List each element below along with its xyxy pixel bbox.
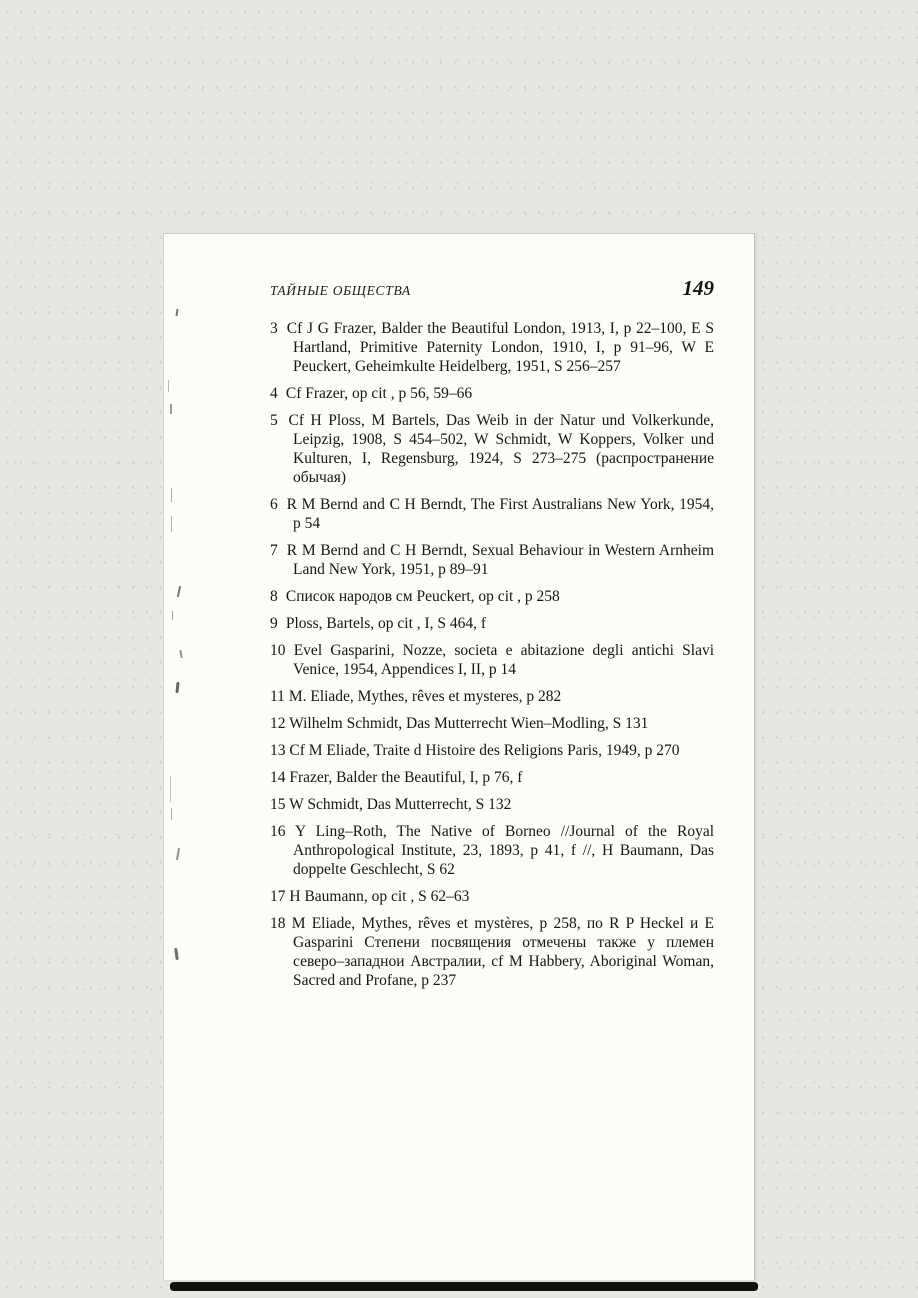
reference-item — [270, 795, 714, 814]
reference-number: 14 — [270, 769, 286, 786]
reference-text: Cf J G Frazer, Balder the Beautiful London, 1913, I, p 22–100, E S Hartland, Primitive Paternity London, 1910, I, p 91–96, W E Peuckert, Geheimkulte Heidelberg, 1951, S 256–257 — [286, 320, 714, 375]
reference-text: Список народов см Peuckert, op cit , p 258 — [285, 588, 560, 605]
scan-artifact — [170, 404, 172, 414]
page-header — [270, 276, 714, 301]
reference-item — [270, 384, 714, 403]
references-list — [270, 319, 714, 990]
reference-item — [270, 714, 714, 733]
reference-number: 15 — [270, 796, 286, 813]
reference-number: 7 — [270, 542, 278, 559]
reference-item — [270, 411, 714, 487]
reference-item — [270, 587, 714, 606]
book-page — [163, 233, 755, 1280]
reference-number: 12 — [270, 715, 286, 732]
scan-artifact — [168, 380, 169, 392]
reference-number: 5 — [270, 412, 278, 429]
scan-artifact — [171, 808, 172, 820]
reference-text: Cf Frazer, op cit , p 56, 59–66 — [285, 385, 473, 402]
reference-number: 3 — [270, 320, 278, 337]
reference-text: M Eliade, Mythes, rêves et mystères, p 258, по R P Heckel и E Gasparini Степени посвящения отмечены также у племен северо–западнои Австралии, cf M Habbery, Aboriginal Woman, Sacred and Profane, p 237 — [291, 915, 714, 989]
reference-text: H Baumann, op cit , S 62–63 — [289, 888, 470, 905]
reference-text: Cf H Ploss, M Bartels, Das Weib in der Natur und Volkerkunde, Leipzig, 1908, S 454–502, W Schmidt, W Koppers, Volker und Kulturen, I, Regensburg, 1924, S 273–275 (распространение обычая) — [288, 412, 714, 486]
reference-text: Evel Gasparini, Nozze, societa e abitazione degli antichi Slavi Venice, 1954, Appendices I, II, p 14 — [293, 642, 715, 678]
reference-number: 13 — [270, 742, 286, 759]
scan-artifact — [171, 488, 172, 502]
reference-number: 18 — [270, 915, 286, 932]
reference-number: 4 — [270, 385, 278, 402]
reference-number: 8 — [270, 588, 278, 605]
reference-item — [270, 541, 714, 579]
book-title: ТАЙНЫЕ ОБЩЕСТВА — [270, 283, 411, 298]
reference-text: W Schmidt, Das Mutterrecht, S 132 — [289, 796, 512, 813]
reference-text: Wilhelm Schmidt, Das Mutterrecht Wien–Modling, S 131 — [289, 715, 649, 732]
reference-number: 17 — [270, 888, 286, 905]
reference-text: R M Bernd and C H Berndt, Sexual Behaviour in Western Arnheim Land New York, 1951, p 89–91 — [286, 542, 714, 578]
reference-text: Cf M Eliade, Traite d Histoire des Religions Paris, 1949, p 270 — [289, 742, 680, 759]
reference-item — [270, 641, 714, 679]
reference-item — [270, 914, 714, 990]
reference-item — [270, 822, 714, 879]
reference-number: 10 — [270, 642, 286, 659]
reference-text: Y Ling–Roth, The Native of Borneo //Journal of the Royal Anthropological Institute, 23, 1893, p 41, f //, H Baumann, Das doppelte Geschlecht, S 62 — [293, 823, 715, 878]
book-spine-edge — [170, 1282, 758, 1291]
reference-item — [270, 887, 714, 906]
reference-number: 11 — [270, 688, 285, 705]
reference-number: 6 — [270, 496, 278, 513]
reference-item — [270, 319, 714, 376]
reference-item — [270, 495, 714, 533]
reference-text: M. Eliade, Mythes, rêves et mysteres, p 282 — [288, 688, 562, 705]
reference-item — [270, 614, 714, 633]
scan-artifact — [172, 611, 173, 620]
reference-item — [270, 687, 714, 706]
page-number: 149 — [682, 276, 714, 300]
scan-artifact — [171, 516, 172, 532]
reference-number: 9 — [270, 615, 278, 632]
reference-item — [270, 741, 714, 760]
reference-text: R M Bernd and C H Berndt, The First Australians New York, 1954, p 54 — [286, 496, 714, 532]
scan-artifact — [170, 776, 171, 802]
reference-text: Frazer, Balder the Beautiful, I, p 76, f — [289, 769, 523, 786]
reference-text: Ploss, Bartels, op cit , I, S 464, f — [285, 615, 487, 632]
reference-item — [270, 768, 714, 787]
reference-number: 16 — [270, 823, 286, 840]
